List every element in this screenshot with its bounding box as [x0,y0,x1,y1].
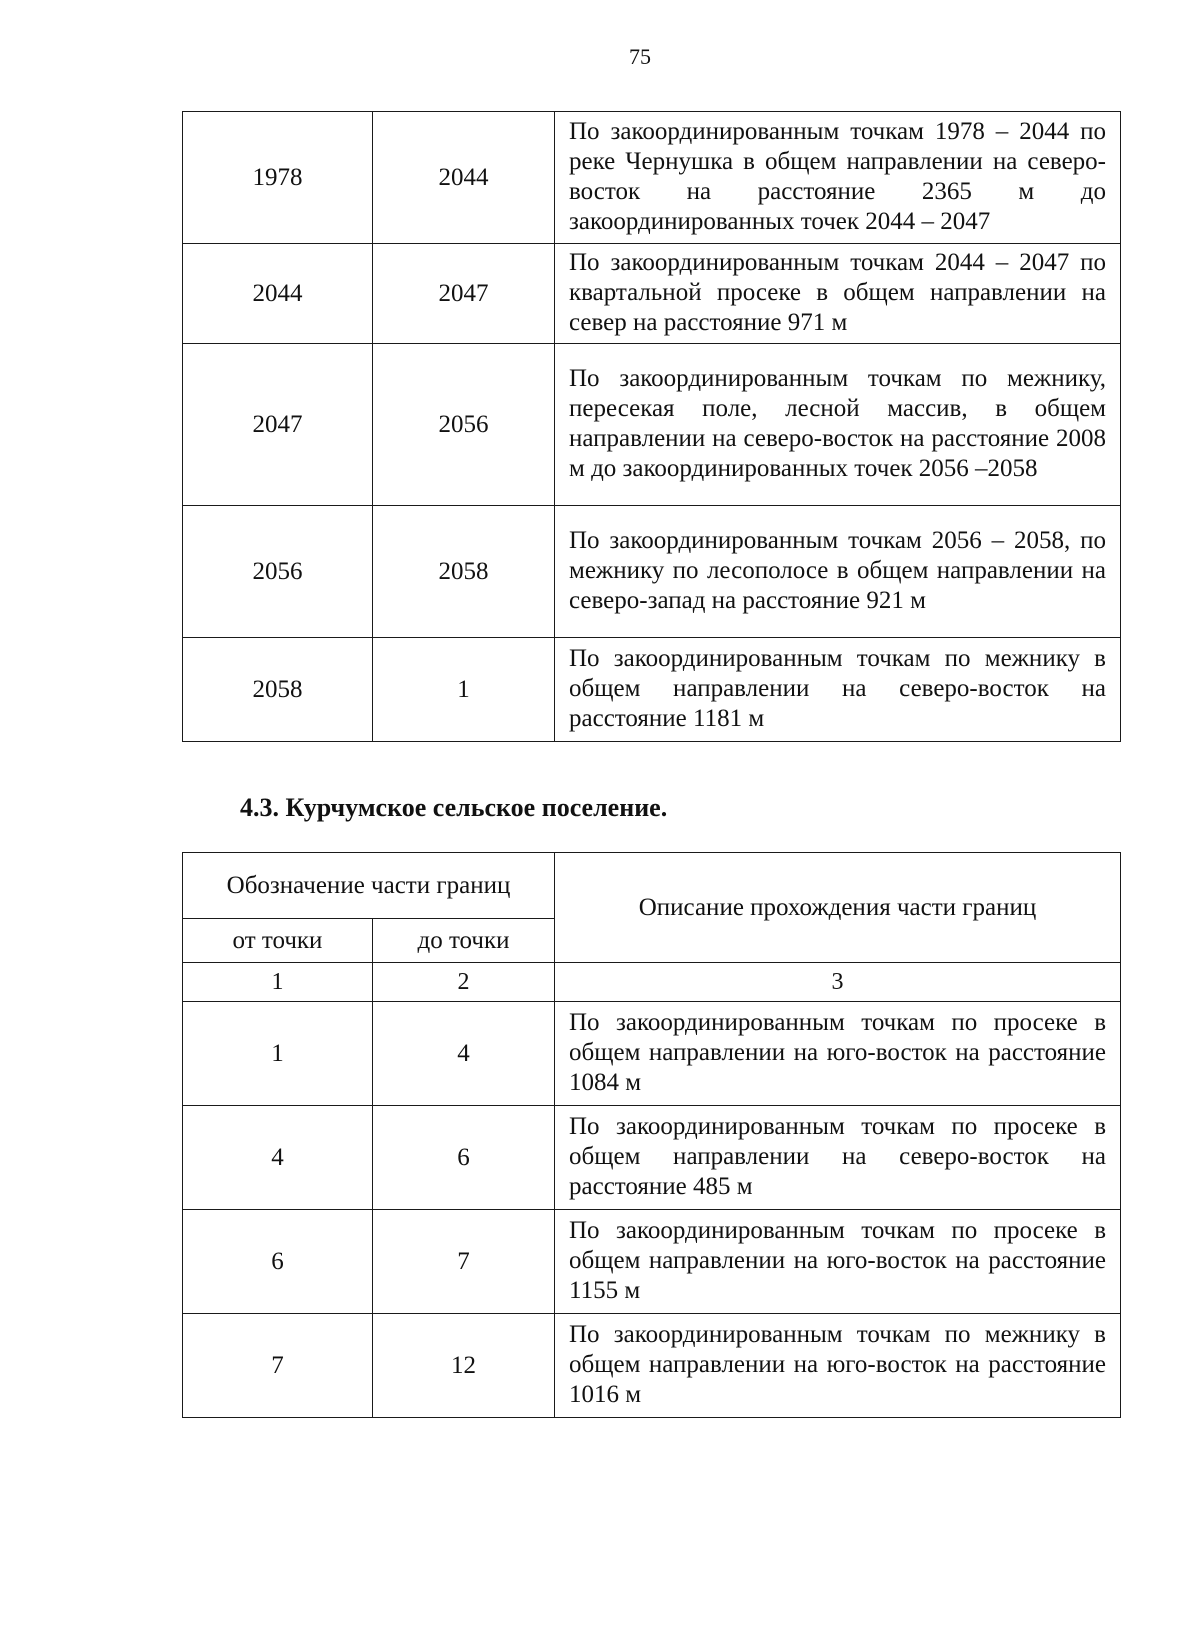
to-point-cell: 2056 [373,344,555,506]
to-point-cell: 7 [373,1210,555,1314]
to-point-cell: 1 [373,638,555,742]
description-header-cell: Описание прохождения части границ [555,853,1121,963]
table-row [183,1106,1121,1210]
column-number-cell: 3 [555,963,1121,1002]
from-point-cell: 4 [183,1106,373,1210]
table-row [183,1002,1121,1106]
description-cell: По закоординированным точкам по просеке в общем направлении на юго-восток на расстояние 1155 м [555,1210,1121,1314]
description-cell: По закоординированным точкам по просеке в общем направлении на юго-восток на расстояние 1084 м [555,1002,1121,1106]
to-point-cell: 6 [373,1106,555,1210]
description-cell: По закоординированным точкам по просеке в общем направлении на северо-восток на расстояние 485 м [555,1106,1121,1210]
table-row [183,638,1121,742]
table-row [183,506,1121,638]
column-number-row [183,963,1121,1002]
column-number-cell: 1 [183,963,373,1002]
column-number-cell: 2 [373,963,555,1002]
page-number: 75 [629,44,651,69]
from-point-cell: 1978 [183,112,373,244]
boundary-table [182,852,1121,1418]
from-point-cell: 6 [183,1210,373,1314]
boundary-table-continued [182,111,1121,742]
group-header-cell: Обозначение части границ [183,853,555,919]
from-point-cell: 2044 [183,244,373,344]
from-point-cell: 1 [183,1002,373,1106]
to-point-cell: 2058 [373,506,555,638]
to-header-cell: до точки [373,919,555,963]
to-point-cell: 2044 [373,112,555,244]
table-row [183,1314,1121,1418]
table-row [183,344,1121,506]
section-heading: 4.3. Курчумское сельское поселение. [240,793,668,822]
from-header-cell: от точки [183,919,373,963]
table-row [183,1210,1121,1314]
description-cell: По закоординированным точкам 1978 – 2044 по реке Чернушка в общем направлении на северо- восток на расстояние 2365 м до закоординированных точек 2044 – 2047 [555,112,1121,244]
from-point-cell: 2058 [183,638,373,742]
from-point-cell: 2047 [183,344,373,506]
from-point-cell: 7 [183,1314,373,1418]
description-cell: По закоординированным точкам по межнику в общем направлении на юго-восток на расстояние 1016 м [555,1314,1121,1418]
from-point-cell: 2056 [183,506,373,638]
table-row [183,244,1121,344]
to-point-cell: 2047 [373,244,555,344]
to-point-cell: 4 [373,1002,555,1106]
description-cell: По закоординированным точкам 2056 – 2058, по межнику по лесополосе в общем направлении на северо-запад на расстояние 921 м [555,506,1121,638]
description-cell: По закоординированным точкам 2044 – 2047 по квартальной просеке в общем направлении на север на расстояние 971 м [555,244,1121,344]
description-cell: По закоординированным точкам по межнику, пересекая поле, лесной массив, в общем направлении на северо-восток на расстояние 2008 м до закоординированных точек 2056 –2058 [555,344,1121,506]
description-cell: По закоординированным точкам по межнику в общем направлении на северо-восток на расстояние 1181 м [555,638,1121,742]
table-row [183,112,1121,244]
header-row [183,853,1121,919]
to-point-cell: 12 [373,1314,555,1418]
